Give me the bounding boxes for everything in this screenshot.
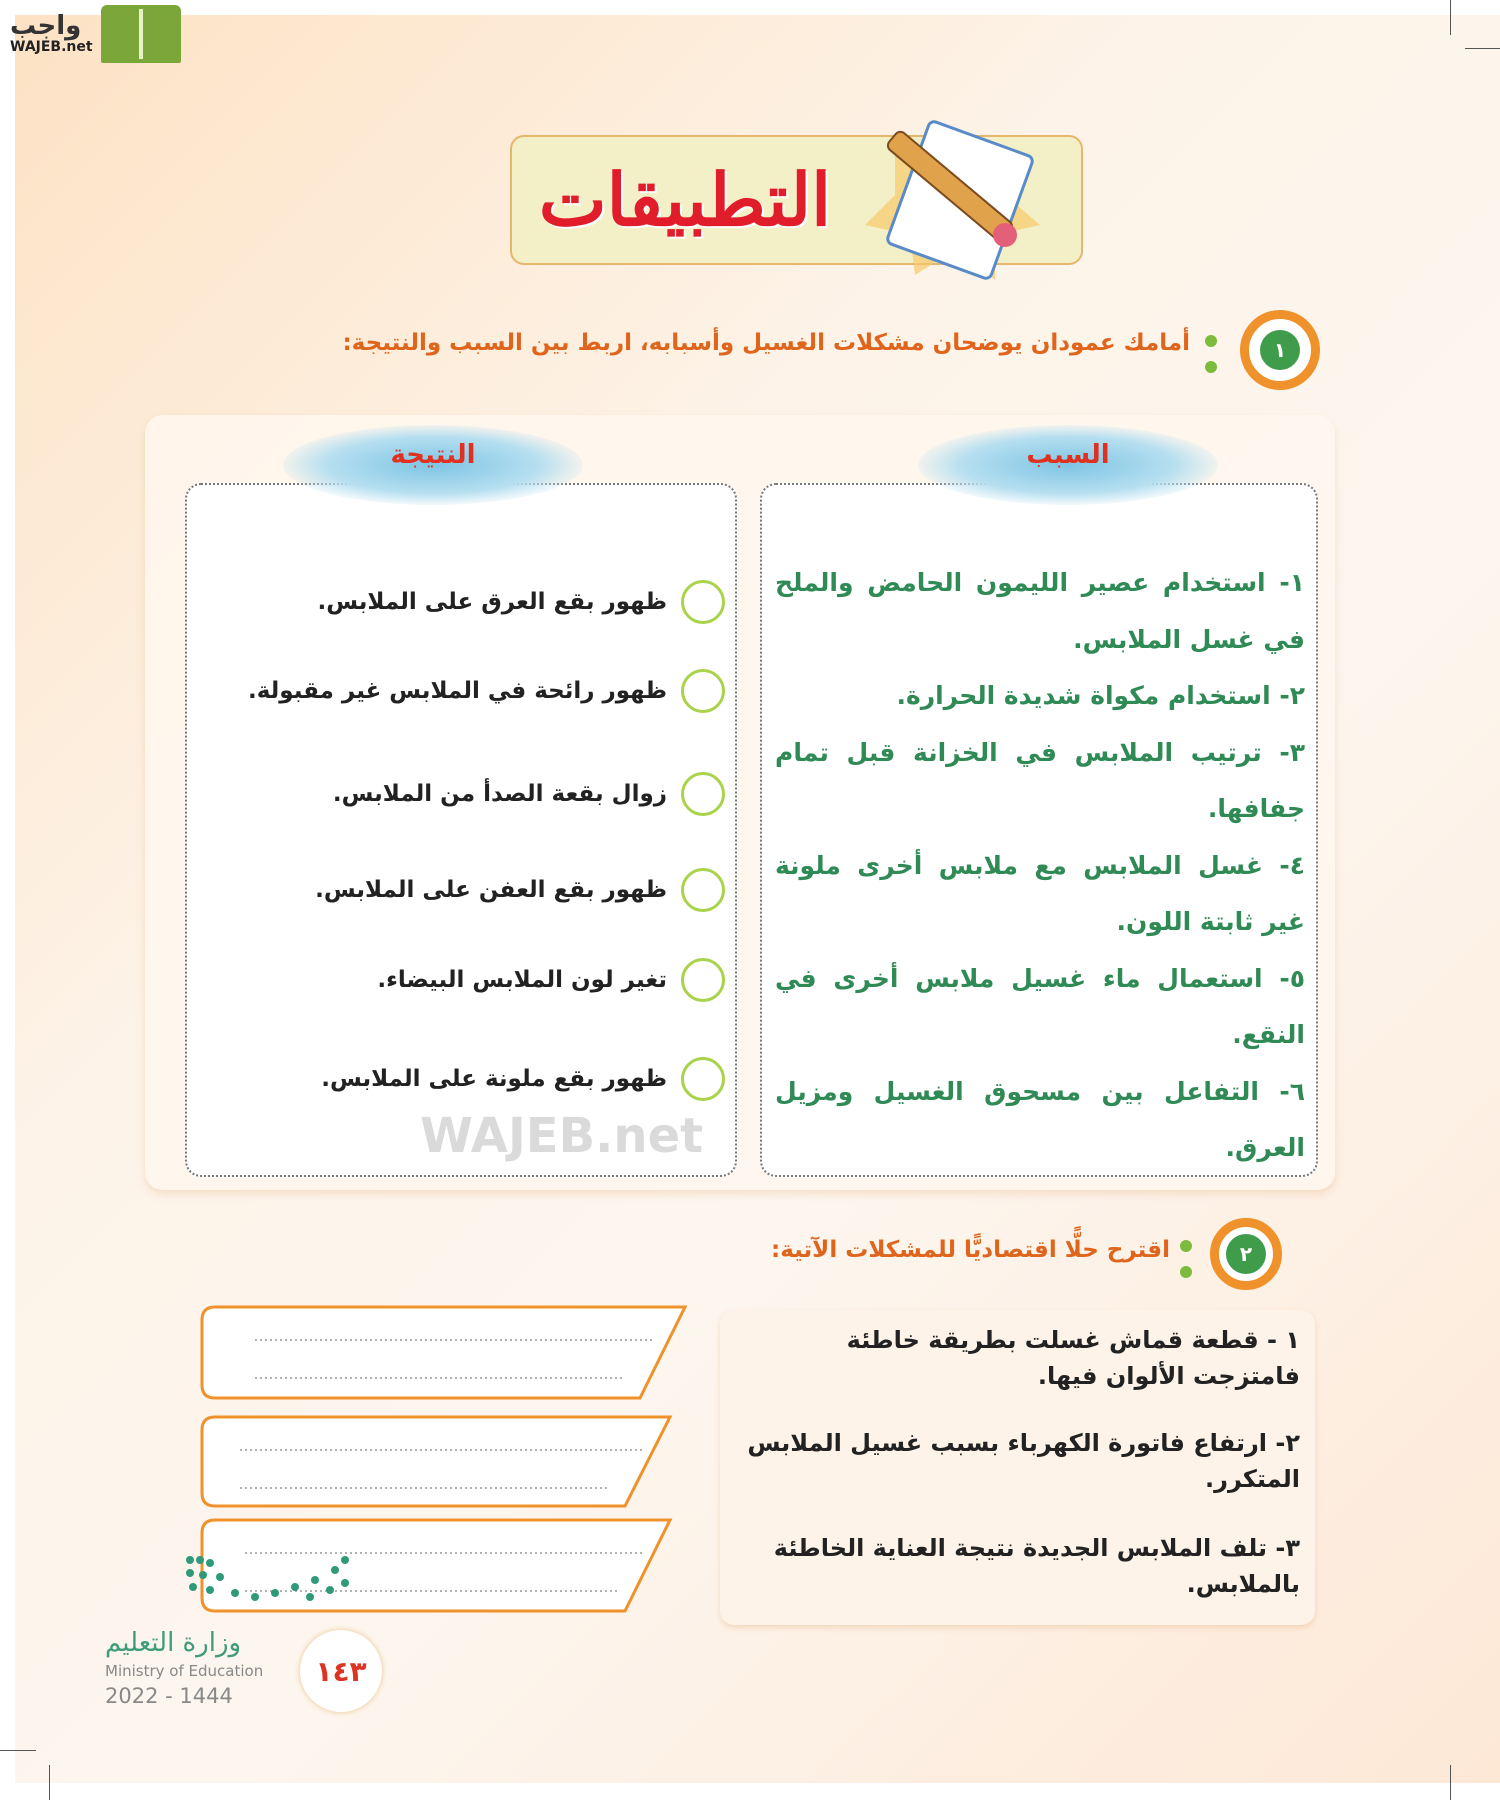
- result-text: ظهور بقع العفن على الملابس.: [315, 877, 667, 903]
- book-icon: [101, 5, 181, 63]
- edition-year: 2022 - 1444: [105, 1684, 233, 1708]
- question-1-badge: [1240, 310, 1320, 390]
- cause-item: ٦- التفاعل بين مسحوق الغسيل ومزيل العرق.: [775, 1076, 1305, 1162]
- crop-mark: [1450, 1765, 1451, 1800]
- watermark: WAJEB.net: [420, 1108, 704, 1164]
- question-1-text: أمامك عمودان يوضحان مشكلات الغسيل وأسبابه، اربط بين السبب والنتيجة:: [342, 330, 1190, 356]
- result-text: زوال بقعة الصدأ من الملابس.: [332, 781, 667, 807]
- logo-latin: WAJEB.net: [10, 39, 93, 55]
- result-text: ظهور بقع العرق على الملابس.: [317, 589, 667, 615]
- result-item[interactable]: [318, 580, 725, 624]
- notepad-pencil-icon: [855, 115, 1045, 285]
- crop-mark: [1450, 0, 1451, 35]
- cause-item: ٢- استخدام مكواة شديدة الحرارة.: [896, 681, 1305, 710]
- match-circle[interactable]: [681, 868, 725, 912]
- problem-item: ٢- ارتفاع فاتورة الكهرباء بسبب غسيل الملابس المتكرر.: [747, 1429, 1300, 1493]
- cause-header: السبب: [918, 425, 1218, 505]
- problem-item: ١ - قطعة قماش غسلت بطريقة خاطئة فامتزجت الألوان فيها.: [846, 1326, 1300, 1390]
- cause-item: ٣- ترتيب الملابس في الخزانة قبل تمام جفافها.: [775, 737, 1305, 823]
- result-item[interactable]: [248, 669, 725, 713]
- ministry-name-en: Ministry of Education: [105, 1662, 264, 1680]
- match-circle[interactable]: [681, 580, 725, 624]
- answer-box-2[interactable]: [200, 1415, 690, 1508]
- wajeb-logo[interactable]: [10, 5, 181, 63]
- match-circle[interactable]: [681, 669, 725, 713]
- result-text: ظهور رائحة في الملابس غير مقبولة.: [247, 678, 667, 704]
- crop-mark: [0, 1750, 36, 1751]
- bullet-dots-icon: [1205, 335, 1217, 373]
- page-title: التطبيقات: [538, 157, 832, 242]
- cause-item: ٥- استعمال ماء غسيل ملابس أخرى في النقع.: [775, 963, 1305, 1049]
- ministry-name-ar: وزارة التعليم: [105, 1628, 242, 1658]
- vision-2030-dots-logo: [185, 1555, 355, 1605]
- logo-arabic: واجب: [10, 11, 82, 41]
- result-text: تغير لون الملابس البيضاء.: [377, 967, 667, 993]
- page-number: ١٤٣: [300, 1630, 382, 1712]
- match-circle[interactable]: [681, 1057, 725, 1101]
- cause-item: ١- استخدام عصير الليمون الحامض والملح في غسل الملابس.: [775, 568, 1305, 654]
- result-item[interactable]: [333, 772, 725, 816]
- question-2-text: اقترح حلًّا اقتصاديًّا للمشكلات الآتية:: [771, 1237, 1170, 1263]
- match-circle[interactable]: [681, 958, 725, 1002]
- crop-mark: [1465, 48, 1500, 49]
- result-header: النتيجة: [283, 425, 583, 505]
- cause-item: ٤- غسل الملابس مع ملابس أخرى ملونة غير ثابتة اللون.: [775, 850, 1305, 936]
- result-item[interactable]: [315, 868, 725, 912]
- result-item[interactable]: [321, 1057, 725, 1101]
- answer-box-1[interactable]: [200, 1305, 690, 1400]
- cause-list: [775, 555, 1305, 1177]
- question-2-badge: [1210, 1218, 1282, 1290]
- problem-item: ٣- تلف الملابس الجديدة نتيجة العناية الخاطئة بالملابس.: [773, 1534, 1300, 1598]
- result-item[interactable]: [377, 958, 725, 1002]
- question-number: ٢: [1226, 1234, 1266, 1274]
- question-number: ١: [1260, 330, 1300, 370]
- result-text: ظهور بقع ملونة على الملابس.: [321, 1066, 667, 1092]
- match-circle[interactable]: [681, 772, 725, 816]
- bullet-dots-icon: [1180, 1240, 1192, 1278]
- crop-mark: [49, 1765, 50, 1800]
